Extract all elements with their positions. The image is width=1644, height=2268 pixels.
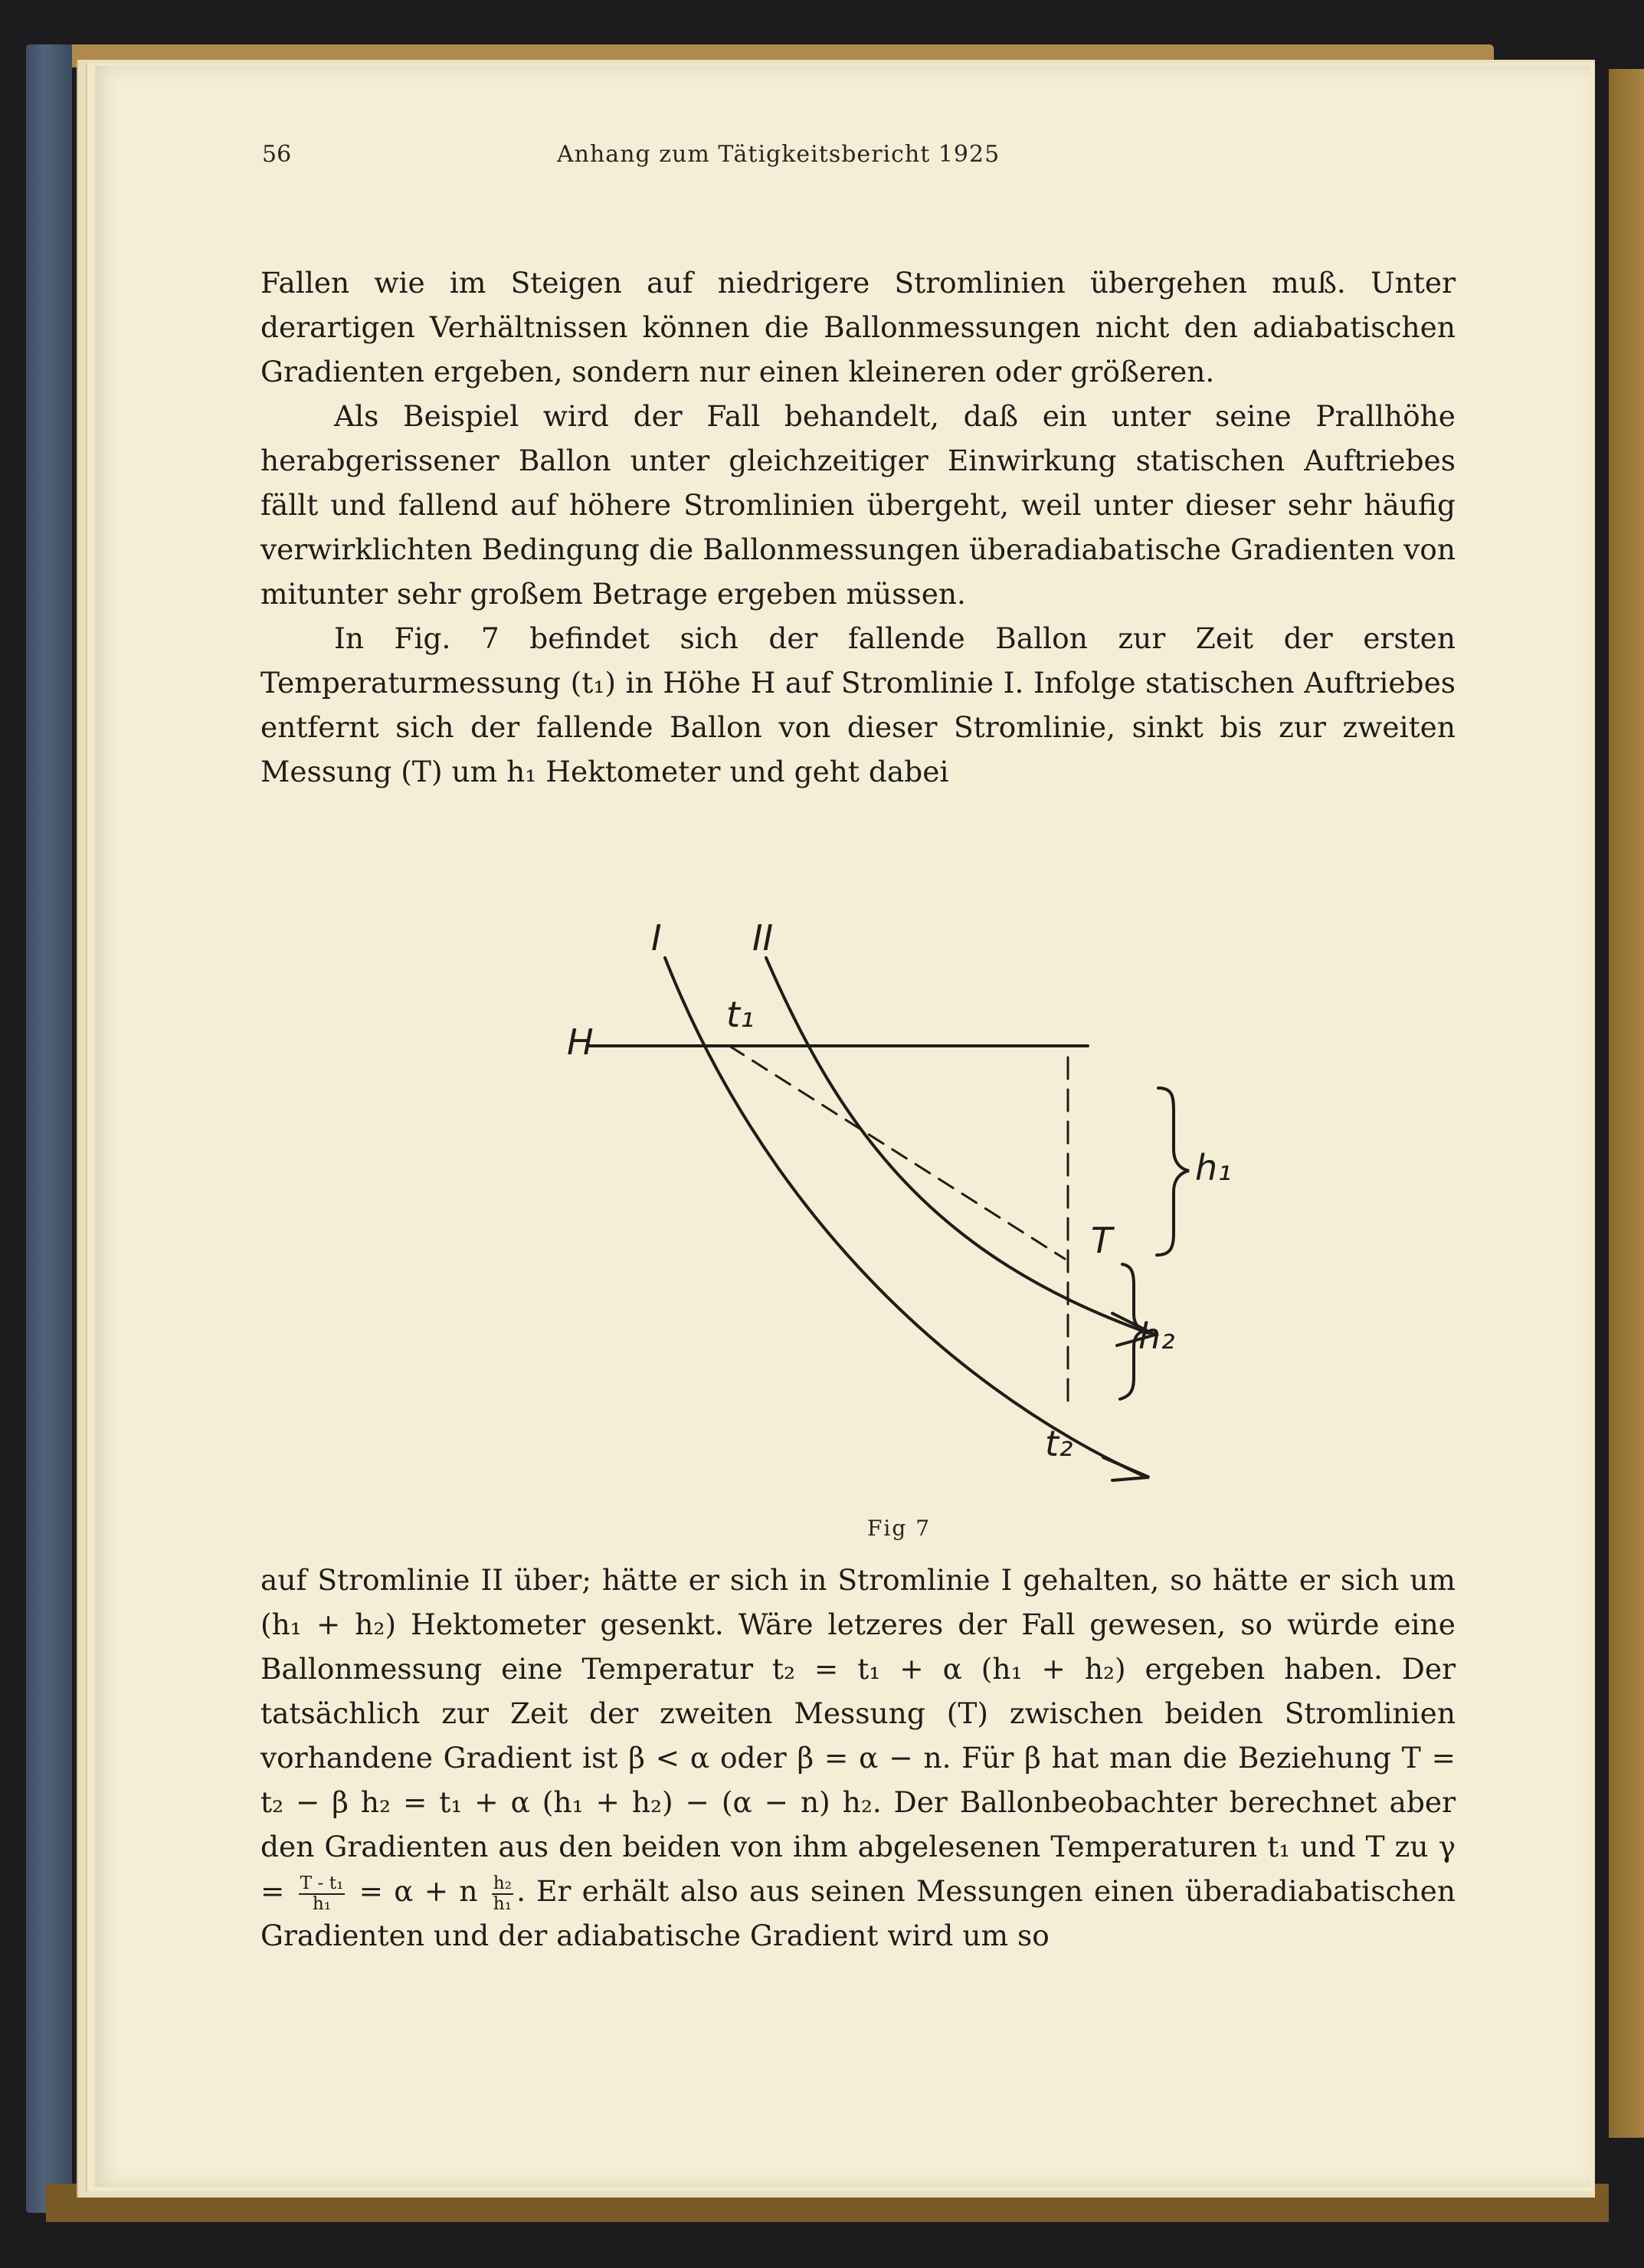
running-head — [262, 141, 1495, 179]
fraction-h — [492, 1874, 513, 1913]
label-II: II — [752, 917, 774, 959]
brace-h1 — [1157, 1088, 1189, 1255]
figure-7 — [536, 904, 1302, 1502]
running-title: Anhang zum Tätigkeitsbericht 1925 — [557, 141, 1000, 168]
fraction-gamma-denominator: h₁ — [312, 1893, 332, 1914]
label-h1: h₁ — [1195, 1147, 1232, 1188]
paragraph-4-text-a: auf Stromlinie II über; hätte er sich in Stromlinie I gehalten, so hätte er sich um (h₁ + h₂) Hektometer gesenkt. Wäre letzeres der Fall gewesen, so würde eine Ballonmessung eine Temperatur t₂ = t₁ + α (h₁ + h₂) ergeben haben. Der tatsächlich zur Zeit der zweiten Messung (T) zwischen beiden Stromlinien vorhandene Gradient ist β < α oder β = α − n. Für β hat man die Beziehung T = t₂ − β h₂ = t₁ + α (h₁ + h₂) − (α − n) h₂. Der Ballonbeobachter berechnet aber den Gradienten aus den beiden von ihm abgelesenen Temperaturen t₁ und T zu γ = — [260, 1563, 1456, 1908]
streamline-I — [665, 958, 1141, 1475]
fraction-gamma-numerator: T - t₁ — [300, 1873, 344, 1894]
figure-caption: Fig 7 — [867, 1516, 932, 1541]
label-T: T — [1091, 1220, 1113, 1261]
body-text-bottom — [260, 1558, 1456, 1958]
paragraph-2: Als Beispiel wird der Fall behandelt, daß ein unter seine Prallhöhe herabgerissener Ballon unter gleichzeitiger Einwirkung statischen Auftriebes fällt und fallend auf höhere Stromlinien übergeht, weil unter dieser sehr häufig verwirklichten Bedingung die Ballonmessungen überadiabatische Gradienten von mitunter sehr großem Betrage ergeben müssen. — [260, 399, 1456, 611]
body-text-top — [260, 261, 1456, 794]
streamline-diagram — [536, 904, 1302, 1502]
label-t2: t₂ — [1045, 1423, 1073, 1464]
label-t1: t₁ — [726, 994, 755, 1035]
paragraph-4-text-b: = α + n — [359, 1874, 478, 1908]
book-cover-right — [1609, 69, 1644, 2138]
paragraph-1: Fallen wie im Steigen auf niedrigere Stromlinien übergehen muß. Unter derartigen Verhältnissen können die Ballonmessungen nicht den adiabatischen Gradienten ergeben, sondern nur einen kleineren oder größeren. — [260, 266, 1456, 388]
streamline-II — [766, 958, 1149, 1333]
paragraph-4-text-c: . Er erhält also aus seinen Messungen einen überadiabatischen Gradienten und der adiabatische Gradient wird um so — [260, 1874, 1456, 1952]
page-number: 56 — [262, 141, 292, 168]
label-I: I — [651, 917, 662, 959]
paragraph-3: In Fig. 7 befindet sich der fallende Ballon zur Zeit der ersten Temperaturmessung (t₁) in Höhe H auf Stromlinie I. Infolge statischen Auftriebes entfernt sich der fallende Ballon von dieser Stromlinie, sinkt bis zur zweiten Messung (T) um h₁ Hektometer und geht dabei — [260, 621, 1456, 788]
book-cover-left — [26, 44, 72, 2213]
label-h2: h₂ — [1138, 1316, 1175, 1357]
fraction-h-denominator: h₁ — [493, 1893, 513, 1914]
paragraph-4 — [260, 1558, 1456, 1958]
fraction-gamma — [299, 1874, 346, 1913]
label-H: H — [567, 1021, 594, 1063]
fraction-h-numerator: h₂ — [493, 1873, 513, 1894]
arrowhead-I — [1103, 1457, 1149, 1480]
balloon-path-dashed — [729, 1046, 1065, 1259]
